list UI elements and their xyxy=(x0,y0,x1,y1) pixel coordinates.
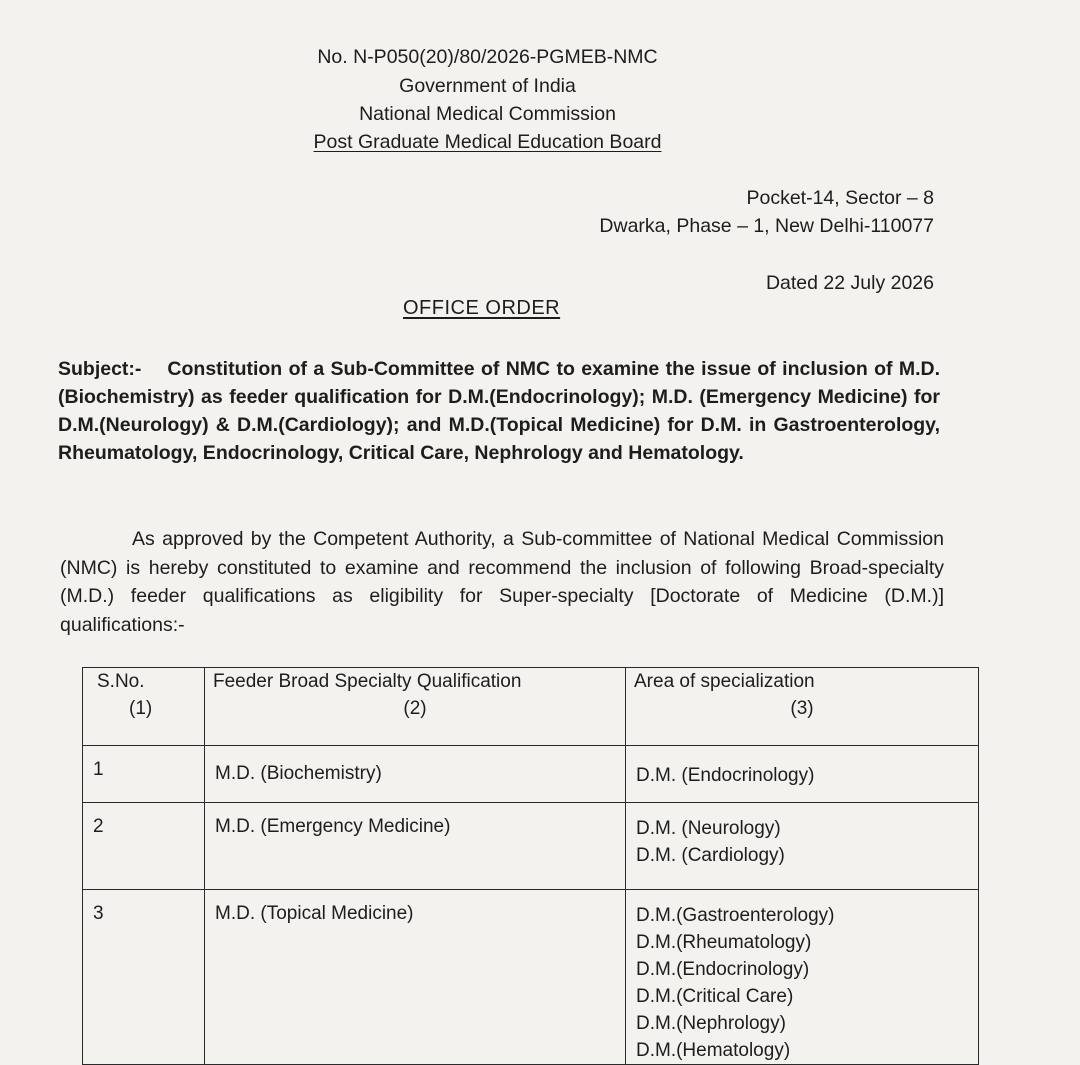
header-sno-title: S.No. xyxy=(97,671,145,692)
row-1-feeder: M.D. (Biochemistry) xyxy=(215,763,382,784)
government-line: Government of India xyxy=(399,75,576,97)
commission-line: National Medical Commission xyxy=(359,103,616,125)
subject-label: Subject:- xyxy=(58,358,142,380)
header-area xyxy=(626,668,979,746)
row-3-feeder-cell xyxy=(205,890,626,1065)
row-2-area-1: D.M. (Neurology) xyxy=(636,818,781,839)
subject-block xyxy=(58,355,940,467)
row-2-feeder-cell xyxy=(205,803,626,890)
board-line xyxy=(0,129,975,156)
table-row xyxy=(83,746,979,803)
table-row xyxy=(83,803,979,890)
row-3-feeder: M.D. (Topical Medicine) xyxy=(215,903,414,924)
row-3-area-3: D.M.(Endocrinology) xyxy=(636,959,810,980)
row-1-sno: 1 xyxy=(93,759,104,780)
header-sno-num: (1) xyxy=(129,698,153,719)
row-3-area-1: D.M.(Gastroenterology) xyxy=(636,905,835,926)
header-feeder-num: (2) xyxy=(403,698,427,719)
header-sno xyxy=(83,668,205,746)
qualification-table xyxy=(82,667,979,1065)
row-3-sno: 3 xyxy=(93,903,104,924)
header-area-num: (3) xyxy=(790,698,814,719)
row-2-area-2: D.M. (Cardiology) xyxy=(636,845,785,866)
row-2-feeder: M.D. (Emergency Medicine) xyxy=(215,816,451,837)
reference-number: No. N-P050(20)/80/2026-PGMEB-NMC xyxy=(317,46,658,68)
table-row xyxy=(83,890,979,1065)
row-3-sno-cell xyxy=(83,890,205,1065)
address-line-1: Pocket-14, Sector – 8 xyxy=(746,187,934,209)
row-3-area-6: D.M.(Hematology) xyxy=(636,1040,791,1061)
row-2-sno-cell xyxy=(83,803,205,890)
header-feeder xyxy=(205,668,626,746)
header-area-title: Area of specialization xyxy=(634,671,815,692)
row-1-area-1: D.M. (Endocrinology) xyxy=(636,765,815,786)
row-3-area-cell xyxy=(626,890,979,1065)
table-header-row xyxy=(83,668,979,746)
dated-line: Dated 22 July 2026 xyxy=(765,272,934,294)
body-paragraph: As approved by the Competent Authority, a Sub-committee of National Medical Commission (NMC) is hereby constituted to examine and recommend the inclusion of following Broad-specialty (M.D.) feeder qualifications as eligibility for Super-specialty [Doctorate of Medicine (D.M.)] qualifications:- xyxy=(60,528,944,636)
order-title: OFFICE ORDER xyxy=(403,297,561,319)
row-2-sno: 2 xyxy=(93,816,104,837)
row-3-area-2: D.M.(Rheumatology) xyxy=(636,932,812,953)
row-3-area-4: D.M.(Critical Care) xyxy=(636,986,794,1007)
address-line-2: Dwarka, Phase – 1, New Delhi-110077 xyxy=(599,215,934,237)
row-1-feeder-cell xyxy=(205,746,626,803)
row-3-area-5: D.M.(Nephrology) xyxy=(636,1013,786,1034)
subject-text: Constitution of a Sub-Committee of NMC to examine the issue of inclusion of M.D. (Biochemistry) as feeder qualification for D.M.(Endocrinology); M.D. (Emergency Medicine) for D.M.(Neurology) & D.M.(Cardiology); and M.D.(Topical Medicine) for D.M. in Gastroenterology, Rheumatology, Endocrinology, Critical Care, Nephrology and Hematology. xyxy=(58,358,940,464)
row-1-area-cell xyxy=(626,746,979,803)
row-1-sno-cell xyxy=(83,746,205,803)
row-2-area-cell xyxy=(626,803,979,890)
header-feeder-title: Feeder Broad Specialty Qualification xyxy=(213,671,522,692)
board-name: Post Graduate Medical Education Board xyxy=(313,131,662,153)
